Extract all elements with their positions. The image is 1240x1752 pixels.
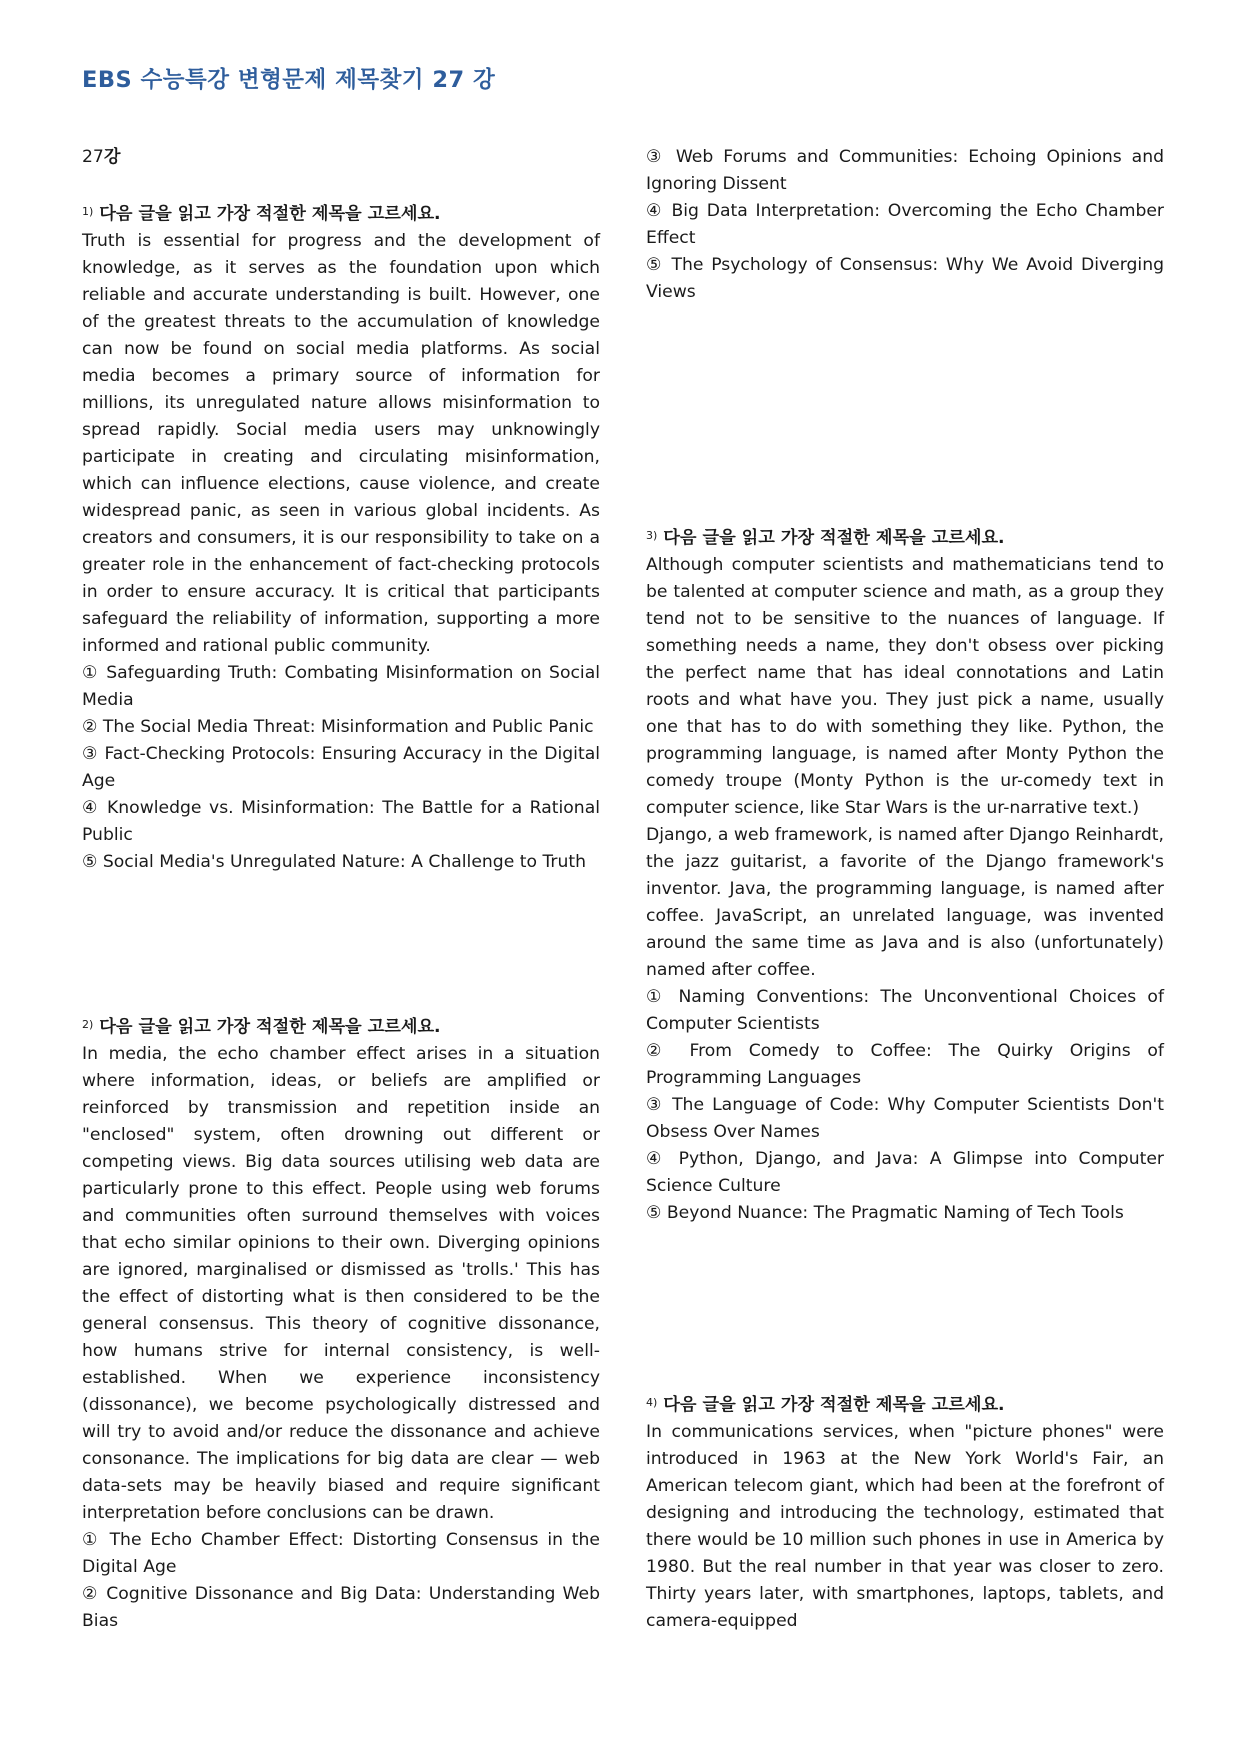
question-3-option-5[interactable]: ⑤ Beyond Nuance: The Pragmatic Naming of Tech Tools xyxy=(646,1203,1124,1223)
question-instruction: 다음 글을 읽고 가장 적절한 제목을 고르세요. xyxy=(663,1395,1005,1415)
question-3-option-3[interactable]: ③ The Language of Code: Why Computer Scientists Don't Obsess Over Names xyxy=(646,1095,1164,1142)
question-number: 3) xyxy=(646,529,658,542)
question-number: 2) xyxy=(82,1018,94,1031)
question-1-option-3[interactable]: ③ Fact-Checking Protocols: Ensuring Accuracy in the Digital Age xyxy=(82,744,600,791)
question-3-option-4[interactable]: ④ Python, Django, and Java: A Glimpse into Computer Science Culture xyxy=(646,1149,1164,1196)
question-2-option-1[interactable]: ① The Echo Chamber Effect: Distorting Consensus in the Digital Age xyxy=(82,1530,600,1577)
question-1-option-4[interactable]: ④ Knowledge vs. Misinformation: The Battle for a Rational Public xyxy=(82,798,600,845)
question-3-option-1[interactable]: ① Naming Conventions: The Unconventional Choices of Computer Scientists xyxy=(646,987,1164,1034)
question-1-option-5[interactable]: ⑤ Social Media's Unregulated Nature: A Challenge to Truth xyxy=(82,852,587,872)
question-2-option-2[interactable]: ② Cognitive Dissonance and Big Data: Understanding Web Bias xyxy=(82,1584,600,1631)
page-header: EBS 수능특강 변형문제 제목찾기 27 강 xyxy=(82,67,496,93)
question-instruction: 다음 글을 읽고 가장 적절한 제목을 고르세요. xyxy=(663,528,1005,548)
question-1-option-2[interactable]: ② The Social Media Threat: Misinformation and Public Panic xyxy=(82,717,594,737)
question-3-passage: Although computer scientists and mathematicians tend to be talented at computer science and math, as a group they tend not to be sensitive to the nuances of language. If something needs a name, they don't obsess over picking the perfect name that has ideal connotations and Latin roots and what have you. They just pick a name, usually one that has to do with something they like. Python, the programming language, is named after Monty Python the comedy troupe (Monty Python is the ur-comedy text in computer science, like Star Wars is the ur-narrative text.) xyxy=(646,555,1164,818)
right-column xyxy=(646,144,1164,1635)
question-1-option-1[interactable]: ① Safeguarding Truth: Combating Misinformation on Social Media xyxy=(82,663,600,710)
question-1-passage: Truth is essential for progress and the development of knowledge, as it serves as the foundation upon which reliable and accurate understanding is built. However, one of the greatest threats to the accumulation of knowledge can now be found on social media platforms. As social media becomes a primary source of information for millions, its unregulated nature allows misinformation to spread rapidly. Social media users may unknowingly participate in creating and circulating misinformation, which can influence elections, cause violence, and create widespread panic, as seen in various global incidents. As creators and consumers, it is our responsibility to take on a greater role in the enhancement of fact-checking protocols in order to ensure accuracy. It is critical that participants safeguard the reliability of information, supporting a more informed and rational public community. xyxy=(82,231,600,656)
question-2-option-3[interactable]: ③ Web Forums and Communities: Echoing Opinions and Ignoring Dissent xyxy=(646,147,1164,194)
question-number: 1) xyxy=(82,205,94,218)
question-2-option-4[interactable]: ④ Big Data Interpretation: Overcoming the Echo Chamber Effect xyxy=(646,201,1164,248)
question-4-passage: In communications services, when "picture phones" were introduced in 1963 at the New York World's Fair, an American telecom giant, which had been at the forefront of designing and introducing the technology, estimated that there would be 10 million such phones in use in America by 1980. But the real number in that year was closer to zero. Thirty years later, with smartphones, laptops, tablets, and camera-equipped xyxy=(646,1422,1164,1631)
question-2-passage: In media, the echo chamber effect arises in a situation where information, ideas, or beliefs are amplified or reinforced by transmission and repetition inside an "enclosed" system, often drowning out different or competing views. Big data sources utilising web data are particularly prone to this effect. People using web forums and communities often surround themselves with voices that echo similar opinions to their own. Diverging opinions are ignored, marginalised or dismissed as 'trolls.' This has the effect of distorting what is then considered to be the general consensus. This theory of cognitive dissonance, how humans strive for internal consistency, is well-established. When we experience inconsistency (dissonance), we become psychologically distressed and will try to avoid and/or reduce the dissonance and achieve consonance. The implications for big data are clear — web data-sets may be heavily biased and require significant interpretation before conclusions can be drawn. xyxy=(82,1044,600,1523)
question-3-header xyxy=(646,522,1164,552)
question-instruction: 다음 글을 읽고 가장 적절한 제목을 고르세요. xyxy=(99,1017,441,1037)
lesson-label: 27강 xyxy=(82,147,121,167)
question-1-header xyxy=(82,198,600,228)
question-2-option-5[interactable]: ⑤ The Psychology of Consensus: Why We Avoid Diverging Views xyxy=(646,255,1164,302)
question-3-passage-continued: Django, a web framework, is named after Django Reinhardt, the jazz guitarist, a favorite of the Django framework's inventor. Java, the programming language, is named after coffee. JavaScript, an unrelated language, was invented around the same time as Java and is also (unfortunately) named after coffee. xyxy=(646,825,1164,980)
question-number: 4) xyxy=(646,1396,658,1409)
question-instruction: 다음 글을 읽고 가장 적절한 제목을 고르세요. xyxy=(99,204,441,224)
question-2-header xyxy=(82,1011,600,1041)
left-column xyxy=(82,144,600,1635)
question-3-option-2[interactable]: ② From Comedy to Coffee: The Quirky Origins of Programming Languages xyxy=(646,1041,1164,1088)
question-4-header xyxy=(646,1389,1164,1419)
